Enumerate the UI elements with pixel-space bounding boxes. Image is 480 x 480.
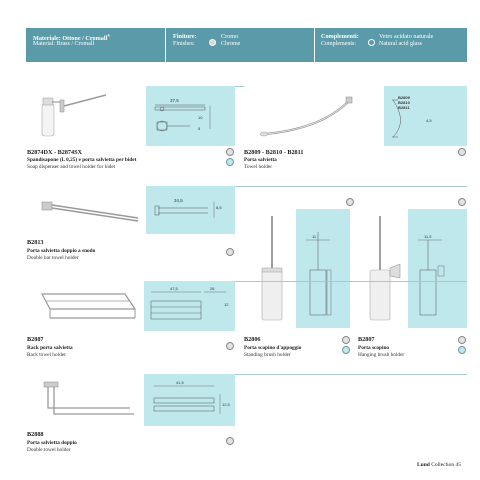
- dimension-label: 5: [198, 126, 201, 131]
- complements-value: Vetro acidato naturale: [379, 33, 434, 40]
- product-name-it: Porta salvietta: [244, 157, 277, 163]
- product-name-it: Porta salvietta doppio a snodo: [27, 248, 96, 254]
- hanging-brush-holder-drawing: [412, 230, 464, 325]
- product-code: B2809 - B2810 - B2811: [244, 149, 304, 156]
- finish-value-en: Chrome: [221, 41, 241, 47]
- materials-label-en: Material: Brass / Cromall: [33, 41, 95, 47]
- glass-finish-swatch: [226, 158, 234, 166]
- header-band-finishes: [166, 28, 314, 62]
- finish-label: Finiture:: [173, 33, 197, 40]
- materials-label: Materiale: Ottone / Cromall®: [33, 33, 111, 43]
- product-name-it: Spandisapone (L 0,25) e porta salvietta per bidet: [27, 157, 137, 163]
- glass-finish-swatch: [342, 346, 350, 354]
- header-band-complements: [315, 28, 467, 62]
- rack-towel-holder-drawing: [146, 286, 232, 328]
- double-towel-holder-image: [30, 378, 142, 423]
- product-name-it: Porta salvietta doppio: [27, 440, 77, 446]
- complements-label: Complementi:: [321, 33, 359, 40]
- product-name-en: Double towel holder: [27, 447, 71, 453]
- standing-brush-holder-image: [250, 212, 292, 326]
- hanging-brush-holder-image: [362, 212, 404, 326]
- glass-swatch-icon: [368, 39, 375, 46]
- dimension-label: 4,5: [426, 118, 432, 123]
- dimension-label: 26: [210, 286, 215, 291]
- towel-holder-drawing: [388, 92, 463, 142]
- header-band-materials: [26, 28, 165, 62]
- finish-value: Cromo: [221, 33, 239, 40]
- dimension-label: 47,5: [170, 286, 178, 291]
- dimension-label: 12,5: [222, 402, 230, 407]
- complements-value-en: Natural acid glass: [379, 41, 422, 47]
- glass-finish-swatch: [458, 346, 466, 354]
- product-name-en: Standing brush holder: [244, 352, 291, 358]
- product-name-it: Porta scopino: [358, 345, 390, 351]
- product-code: B2813: [27, 239, 44, 246]
- chrome-finish-swatch: [226, 342, 234, 350]
- dimension-label: 8,5: [216, 205, 222, 210]
- collection-label: Collection: [431, 462, 455, 468]
- dimension-label: 37,5: [170, 98, 179, 103]
- double-bar-towel-holder-drawing: [150, 192, 230, 230]
- product-name-en: Towel holder: [244, 164, 273, 170]
- standing-brush-holder-drawing: [300, 230, 348, 325]
- product-name-en: Hanging brush holder: [358, 352, 405, 358]
- dimension-label: 41,5: [176, 380, 184, 385]
- product-code: B2887: [27, 336, 44, 343]
- product-code: B2888: [27, 431, 44, 438]
- product-name-en: Double bar towel holder: [27, 255, 79, 261]
- chrome-finish-swatch: [226, 148, 234, 156]
- chrome-finish-swatch: [458, 336, 466, 344]
- page-number: 45: [455, 462, 462, 468]
- dimension-label: 10: [198, 115, 203, 120]
- chrome-finish-swatch: [226, 437, 234, 445]
- double-towel-holder-drawing: [146, 378, 232, 423]
- product-name-it: Rack porta salvietta: [27, 345, 73, 351]
- product-code: B2874DX - B2874SX: [27, 149, 83, 156]
- chrome-finish-swatch: [346, 198, 354, 206]
- chrome-finish-swatch: [342, 336, 350, 344]
- dimension-label: 12: [224, 302, 229, 307]
- product-code: B2807: [358, 336, 375, 343]
- model-label: B2809: [398, 95, 410, 100]
- towel-holder-image: [250, 92, 380, 142]
- product-name-en: Rack towel holder: [27, 352, 66, 358]
- chrome-swatch-icon: [209, 39, 216, 46]
- complements-label-en: Complements:: [321, 41, 356, 47]
- product-name-it: Porta scopino d'appoggio: [244, 345, 302, 351]
- soap-dispenser-image: [30, 88, 145, 144]
- finish-label-en: Finishes:: [173, 41, 195, 47]
- rack-towel-holder-image: [30, 284, 142, 329]
- model-label: B2810: [398, 100, 410, 105]
- double-bar-towel-holder-image: [30, 188, 145, 232]
- dimension-label: 11,5: [424, 234, 432, 239]
- product-name-en: Soap dispenser and towel holder for bidet: [27, 164, 116, 170]
- model-label: B2811: [398, 105, 410, 110]
- chrome-finish-swatch: [458, 198, 466, 206]
- dimension-label: 34,5: [174, 198, 183, 203]
- brand-name: Lund: [417, 462, 430, 468]
- chrome-finish-swatch: [226, 248, 234, 256]
- chrome-finish-swatch: [458, 148, 466, 156]
- product-code: B2806: [244, 336, 261, 343]
- page-footer: [417, 462, 461, 468]
- dimension-label: 11: [312, 234, 317, 239]
- soap-dispenser-drawing: [150, 92, 230, 142]
